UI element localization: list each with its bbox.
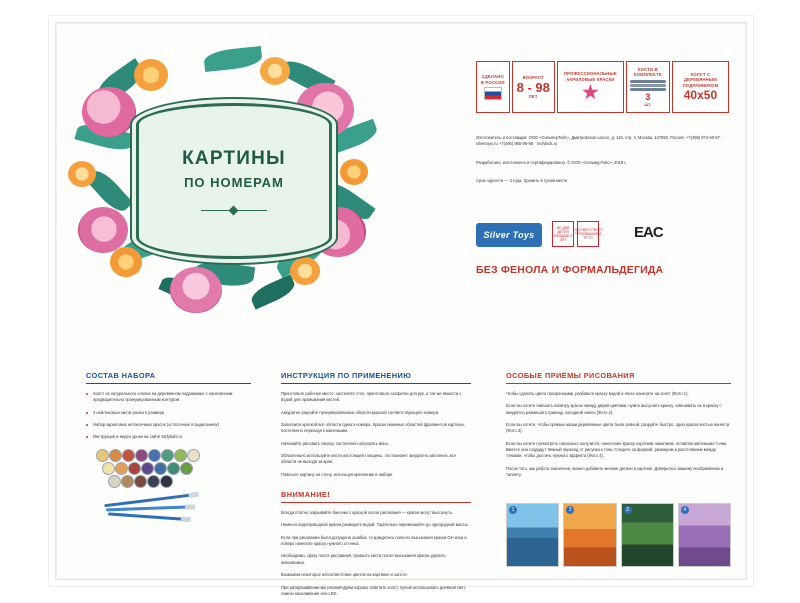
certification-note: Разработано, изготовлено и сертифицировано. © ООО «СильверТойс», 2018 г. bbox=[476, 159, 627, 165]
badge-canvas-size bbox=[672, 61, 729, 113]
shelf-life-note: Срок годности — 3 года. Хранить в сухом месте. bbox=[476, 178, 569, 184]
orange-flower-icon bbox=[260, 57, 290, 85]
column-title-warning: ВНИМАНИЕ! bbox=[281, 490, 471, 503]
instruction-step: Повесьте картину на стену, используя крепление в наборе. bbox=[281, 471, 394, 477]
warning-item: При раскрашивании мы рекомендуем хорошо осветить холст, лучше использовать дневной свет, лампы накаливания или LED. bbox=[281, 584, 466, 596]
warning-item: Немного водопроводной краски разведите водой. Тщательно перемешайте до однородной массы. bbox=[281, 522, 469, 528]
column-title-set: СОСТАВ НАБОРА bbox=[86, 371, 251, 384]
silver-toys-logo: Silver Toys bbox=[476, 223, 542, 247]
swatch-number: 2 bbox=[566, 506, 574, 514]
tip-paragraph: Чтобы сделать цвета прозрачными, разбавьте краску водой и легко нанесите на холст (Фото 1). bbox=[506, 391, 689, 396]
badge-value: 8 - 98 bbox=[516, 79, 550, 95]
floral-wreath-illustration bbox=[64, 31, 394, 331]
badge-brushes bbox=[626, 61, 670, 113]
peony-flower-icon bbox=[170, 267, 222, 313]
tr-ts-compliance-icon: СООТВЕТСТВУЕТ ТРЕБОВАНИЯМ ТР ТС bbox=[577, 221, 599, 247]
list-item: Набор акриловых нетоксичных красок (остаточные в выделениях) bbox=[86, 422, 251, 428]
warning-item: Возможна некоторое несоответствие цветов на картинке и холсте. bbox=[281, 572, 408, 578]
tips-closing: После того, как работа закончена, можно добавить мелкие детали в картине. Доверьтесь вашему воображению и таланту. bbox=[506, 465, 724, 478]
insert-sheet bbox=[55, 22, 747, 596]
swatch-thumbnail bbox=[563, 503, 616, 567]
orange-flower-icon bbox=[340, 159, 368, 185]
tip-paragraph: Если вы хотите смешать палитру красок между двумя цветами, нужно высушить краску, смешивать их в краску с аккуратно размешать границу, холодной смеси (Фото 2). bbox=[506, 403, 722, 415]
list-item: Холст из натурального хлопка на деревянном подрамнике с нанесённым предварительно пронумерованным контуром bbox=[86, 391, 251, 404]
column-instructions bbox=[281, 371, 471, 603]
column-set-contents bbox=[86, 371, 251, 447]
badge-caption: КИСТИ В КОМПЛЕКТЕ bbox=[633, 67, 662, 78]
paint-pots-illustration bbox=[94, 449, 212, 491]
feature-badges bbox=[476, 61, 731, 113]
warning-item: Необходимо, сразу после рисования, промыть кисти после высыхания краски уделить невозможно. bbox=[281, 553, 446, 565]
badge-caption: ХОЛСТ С ДЕРЕВЯННЫМ ПОДРАМНИКОМ bbox=[682, 72, 719, 88]
page-title: КАРТИНЫ bbox=[182, 147, 286, 169]
brushes-icon bbox=[628, 79, 668, 92]
orange-flower-icon bbox=[68, 161, 96, 187]
list-item: Инструкция и видео уроки на сайте Mcfykids.ru bbox=[86, 434, 251, 440]
technique-photo-swatches bbox=[506, 503, 731, 565]
swatch-thumbnail bbox=[621, 503, 674, 567]
age-restriction-icon: НЕ ДЛЯ ДЕТЕЙ МЛАДШЕ 3 ЛЕТ bbox=[552, 221, 574, 247]
russia-flag-icon bbox=[484, 87, 502, 100]
instruction-step: Начинайте рисовать сверху, постепенно опускаясь вниз. bbox=[281, 440, 389, 446]
badge-unit: ЛЕТ bbox=[528, 93, 538, 99]
brushes-illustration bbox=[104, 495, 224, 523]
badge-unit: шт. bbox=[644, 101, 652, 107]
orange-flower-icon bbox=[290, 257, 320, 285]
badge-made-in-russia bbox=[476, 61, 510, 113]
list-item: 3 нейлоновые кисти разного размера bbox=[86, 410, 251, 416]
instruction-step: Заполните краской все области одного номера. Краски смежных областей фрагментов картины, постепенно переходя к маленьким. bbox=[281, 422, 465, 434]
paint-splash-icon bbox=[582, 84, 599, 101]
info-columns bbox=[86, 371, 730, 596]
peony-flower-icon bbox=[78, 207, 128, 253]
warning-item: Если при рисовании была допущена ошибка, то дождитесь полного высыхания краски ОН иска и поверх нанесите краску нужного оттенка. bbox=[281, 534, 467, 547]
swatch-thumbnail bbox=[678, 503, 731, 567]
orange-flower-icon bbox=[134, 59, 168, 91]
title-plaque bbox=[136, 103, 332, 259]
column-title-instruction: ИНСТРУКЦИЯ ПО ПРИМЕНЕНИЮ bbox=[281, 371, 471, 384]
badge-age bbox=[512, 61, 555, 113]
column-title-tips: ОСОБЫЕ ПРИЁМЫ РИСОВАНИЯ bbox=[506, 371, 731, 384]
warning-marks bbox=[552, 221, 603, 247]
eac-mark-icon: EAC bbox=[634, 224, 663, 241]
swatch-number: 3 bbox=[624, 506, 632, 514]
swatch-number: 4 bbox=[681, 506, 689, 514]
tip-paragraph: Если вы хотите посмотреть насколько получится, нанесение краску коротким нажатием, оставляя маленькие точки. Вместе они создадут тёмный переход от рисунка к тонк. Следите за формой, размером и расстоянием между точками, чтобы достичь нужного эффекта (Фото 4). bbox=[506, 440, 728, 459]
no-phenol-claim: БЕЗ ФЕНОЛА И ФОРМАЛЬДЕГИДА bbox=[476, 264, 664, 276]
badge-caption: ПРОФЕССИОНАЛЬНЫЕ АКРИЛОВЫЕ КРАСКИ bbox=[563, 71, 617, 82]
swatch-thumbnail bbox=[506, 503, 559, 567]
instruction-step: Приготовьте рабочее место: застелите стол, приготовьте салфетки для рук, а так же ёмкости с водой для промывания кистей. bbox=[281, 391, 462, 403]
badge-value: 3 bbox=[645, 91, 651, 102]
badge-value: 40x50 bbox=[683, 87, 718, 102]
peony-flower-icon bbox=[82, 87, 136, 137]
set-contents-list bbox=[86, 391, 251, 441]
badge-acrylic-paints bbox=[557, 61, 624, 113]
instruction-step: Аккуратно закройте пронумерованные области краской соответствующего номера. bbox=[281, 409, 440, 415]
page-subtitle: ПО НОМЕРАМ bbox=[184, 174, 284, 190]
column-tips bbox=[506, 371, 731, 513]
leaf-icon bbox=[248, 274, 297, 309]
badge-caption: СДЕЛАНО В РОССИИ bbox=[480, 74, 505, 85]
leaf-icon bbox=[203, 46, 263, 72]
instruction-step: Обязательно используйте кисти настоящей толщины, это поможет аккуратно заполнить все области не выходя за края. bbox=[281, 453, 457, 465]
badge-caption: ВОЗРАСТ bbox=[522, 75, 544, 81]
ornament-divider bbox=[201, 206, 267, 215]
manufacturer-address: Изготовитель и поставщик: ООО «СильверТойс», Дмитровское шоссе, д. 116, стр. 4, Москва, 127550, Россия. +7(499) 974-60-67 · silvertoys.ru +7(495) 960-98-98 · mcfykids.ru bbox=[476, 135, 723, 147]
swatch-number: 1 bbox=[509, 506, 517, 514]
tip-paragraph: Если вы хотите, чтобы прямые мазки деревянные цвета были ровной, разруйте быстро, одна краска кистью нанести (Фото 3). bbox=[506, 422, 730, 434]
manufacturer-info bbox=[476, 135, 726, 191]
orange-flower-icon bbox=[110, 247, 142, 277]
certification-logos bbox=[476, 221, 726, 253]
warning-item: Всегда плотно закрывайте баночки с краской после рисования — краски могут высохнуть. bbox=[281, 510, 454, 516]
